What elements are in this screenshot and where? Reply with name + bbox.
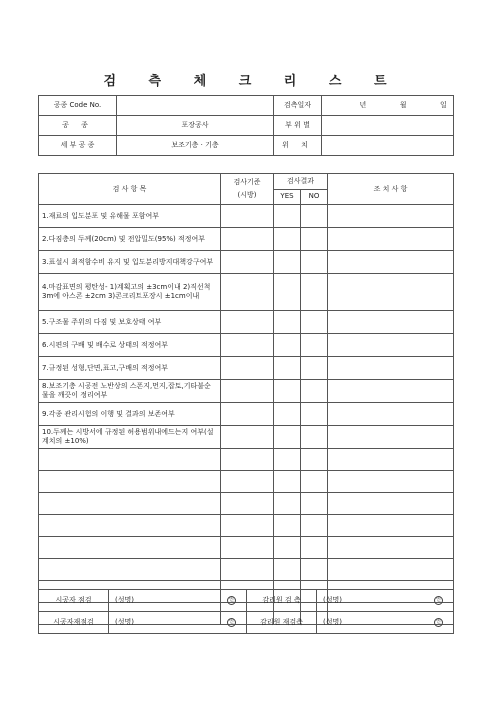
yes-cell[interactable] <box>274 493 301 515</box>
no-cell[interactable] <box>301 251 328 274</box>
yes-cell[interactable] <box>274 515 301 537</box>
standard-cell[interactable] <box>221 205 274 228</box>
action-cell[interactable] <box>328 251 454 274</box>
seal-icon: 인 <box>227 596 236 605</box>
item-text <box>39 449 221 471</box>
col-no-header: NO <box>301 189 328 205</box>
col-result-header: 검사결과 <box>274 174 328 190</box>
no-cell[interactable] <box>301 471 328 493</box>
item-text: 1.재료의 입도분포 및 유해물 포함여부 <box>39 205 221 228</box>
standard-cell[interactable] <box>221 357 274 380</box>
standard-cell[interactable] <box>221 380 274 403</box>
standard-cell[interactable] <box>221 274 274 311</box>
item-text: 8.보조기층 시공전 노반상의 스폰지,먼지,잡토,기타불순물을 깨끗이 정리여부 <box>39 380 221 403</box>
standard-cell[interactable] <box>221 426 274 449</box>
yes-cell[interactable] <box>274 471 301 493</box>
action-cell[interactable] <box>328 380 454 403</box>
item-text: 9.각종 관리시험의 이행 및 결과의 보존여부 <box>39 403 221 426</box>
checklist-row <box>39 311 454 334</box>
no-cell[interactable] <box>301 426 328 449</box>
item-text <box>39 515 221 537</box>
blank-row <box>39 493 454 515</box>
yes-cell[interactable] <box>274 426 301 449</box>
action-cell[interactable] <box>328 515 454 537</box>
no-cell[interactable] <box>301 205 328 228</box>
project-code-field[interactable] <box>117 96 274 116</box>
no-cell[interactable] <box>301 334 328 357</box>
col-standard-header <box>221 174 274 205</box>
action-cell[interactable] <box>328 559 454 581</box>
checklist-row <box>39 426 454 449</box>
blank-row <box>39 515 454 537</box>
col-yes-header: YES <box>274 189 301 205</box>
standard-cell[interactable] <box>221 403 274 426</box>
no-cell[interactable] <box>301 403 328 426</box>
item-text: 3.표설시 최적함수비 유지 및 입도분리방지대책강구여부 <box>39 251 221 274</box>
info-row <box>39 136 454 156</box>
yes-cell[interactable] <box>274 334 301 357</box>
item-text: 7.규정된 성형,단면,표고,구배의 적정여부 <box>39 357 221 380</box>
item-text: 6.시편의 구배 및 배수로 상태의 적정여부 <box>39 334 221 357</box>
checklist-row <box>39 380 454 403</box>
standard-cell[interactable] <box>221 228 274 251</box>
item-text: 2.다짐층의 두께(20cm) 및 전압밀도(95%) 적정여부 <box>39 228 221 251</box>
date-month-label: 월 <box>399 101 407 110</box>
signature-label: (성명) <box>323 618 342 626</box>
action-cell[interactable] <box>328 449 454 471</box>
blank-row <box>39 559 454 581</box>
item-text <box>39 559 221 581</box>
checklist-row <box>39 228 454 251</box>
yes-cell[interactable] <box>274 559 301 581</box>
location-field[interactable] <box>322 136 454 156</box>
action-cell[interactable] <box>328 311 454 334</box>
yes-cell[interactable] <box>274 228 301 251</box>
contractor-check-signature[interactable] <box>109 590 247 612</box>
no-cell[interactable] <box>301 228 328 251</box>
header-row <box>39 174 454 190</box>
supervisor-check-signature[interactable] <box>317 590 454 612</box>
part-label: 부 위 별 <box>274 116 322 136</box>
item-text <box>39 537 221 559</box>
work-type-value: 포장공사 <box>117 116 274 136</box>
contractor-check-label: 시공자 점검 <box>39 590 109 612</box>
no-cell[interactable] <box>301 357 328 380</box>
standard-cell[interactable] <box>221 471 274 493</box>
action-cell[interactable] <box>328 205 454 228</box>
info-row <box>39 116 454 136</box>
blank-row <box>39 471 454 493</box>
standard-cell[interactable] <box>221 251 274 274</box>
item-text <box>39 471 221 493</box>
yes-cell[interactable] <box>274 205 301 228</box>
action-cell[interactable] <box>328 537 454 559</box>
blank-row <box>39 449 454 471</box>
col-standard-sub: (시방) <box>237 191 257 199</box>
inspection-date-label: 검측일자 <box>274 96 322 116</box>
action-cell[interactable] <box>328 357 454 380</box>
yes-cell[interactable] <box>274 357 301 380</box>
no-cell[interactable] <box>301 493 328 515</box>
item-rows <box>39 205 454 625</box>
supervisor-check-label: 감리원 검 측 <box>247 590 317 612</box>
info-table <box>38 95 454 156</box>
action-cell[interactable] <box>328 471 454 493</box>
yes-cell[interactable] <box>274 274 301 311</box>
contractor-recheck-label: 시공자재점검 <box>39 612 109 634</box>
inspection-date-field[interactable] <box>322 96 454 116</box>
part-field[interactable] <box>322 116 454 136</box>
no-cell[interactable] <box>301 311 328 334</box>
standard-cell[interactable] <box>221 537 274 559</box>
checklist-row <box>39 357 454 380</box>
action-cell[interactable] <box>328 493 454 515</box>
checklist-row <box>39 205 454 228</box>
blank-row <box>39 537 454 559</box>
signature-table <box>38 589 454 634</box>
action-cell[interactable] <box>328 228 454 251</box>
location-label: 위 치 <box>274 136 322 156</box>
seal-icon: 인 <box>227 618 236 627</box>
no-cell[interactable] <box>301 515 328 537</box>
work-type-label: 공 종 <box>39 116 117 136</box>
standard-cell[interactable] <box>221 493 274 515</box>
checklist-table <box>38 173 454 625</box>
checklist-row <box>39 403 454 426</box>
signature-row <box>39 590 454 612</box>
seal-icon: 인 <box>434 596 443 605</box>
contractor-recheck-signature[interactable] <box>109 612 247 634</box>
action-cell[interactable] <box>328 426 454 449</box>
project-code-label: 공종 Code No. <box>39 96 117 116</box>
signature-label: (성명) <box>115 618 134 626</box>
standard-cell[interactable] <box>221 334 274 357</box>
yes-cell[interactable] <box>274 251 301 274</box>
date-year-label: 년 <box>359 101 367 110</box>
detail-work-label: 세 부 공 종 <box>39 136 117 156</box>
no-cell[interactable] <box>301 559 328 581</box>
col-action-header: 조 치 사 항 <box>328 174 454 205</box>
col-standard-label: 검사기준 <box>233 178 261 187</box>
signature-label: (성명) <box>323 596 342 604</box>
info-row <box>39 96 454 116</box>
yes-cell[interactable] <box>274 449 301 471</box>
action-cell[interactable] <box>328 334 454 357</box>
item-text: 5.구조물 주위의 다짐 및 보호상태 여부 <box>39 311 221 334</box>
yes-cell[interactable] <box>274 380 301 403</box>
yes-cell[interactable] <box>274 403 301 426</box>
standard-cell[interactable] <box>221 311 274 334</box>
signature-label: (성명) <box>115 596 134 604</box>
item-text: 10.두께는 시방서에 규정된 허용범위내에드는지 여부(설계치의 ±10%) <box>39 426 221 449</box>
no-cell[interactable] <box>301 537 328 559</box>
supervisor-recheck-label: 감리원 재검측 <box>247 612 317 634</box>
checklist-row <box>39 274 454 311</box>
detail-work-value: 보조기층 · 기층 <box>117 136 274 156</box>
no-cell[interactable] <box>301 274 328 311</box>
standard-cell[interactable] <box>221 515 274 537</box>
yes-cell[interactable] <box>274 537 301 559</box>
col-items-header: 검 사 항 목 <box>39 174 221 205</box>
item-text: 4.마감표면의 평탄성- 1)계획고의 ±3cm이내 2)직선척 3m에 아스콘 ±2cm 3)콘크리트포장시 ±1cm이내 <box>39 274 221 311</box>
date-day-label: 일 <box>439 101 447 110</box>
no-cell[interactable] <box>301 449 328 471</box>
checklist-row <box>39 251 454 274</box>
signature-row <box>39 612 454 634</box>
action-cell[interactable] <box>328 403 454 426</box>
item-text <box>39 493 221 515</box>
action-cell[interactable] <box>328 274 454 311</box>
standard-cell[interactable] <box>221 559 274 581</box>
checklist-row <box>39 334 454 357</box>
standard-cell[interactable] <box>221 449 274 471</box>
yes-cell[interactable] <box>274 311 301 334</box>
page-title: 검 측 체 크 리 스 트 <box>103 74 401 89</box>
seal-icon: 인 <box>434 618 443 627</box>
no-cell[interactable] <box>301 380 328 403</box>
supervisor-recheck-signature[interactable] <box>317 612 454 634</box>
